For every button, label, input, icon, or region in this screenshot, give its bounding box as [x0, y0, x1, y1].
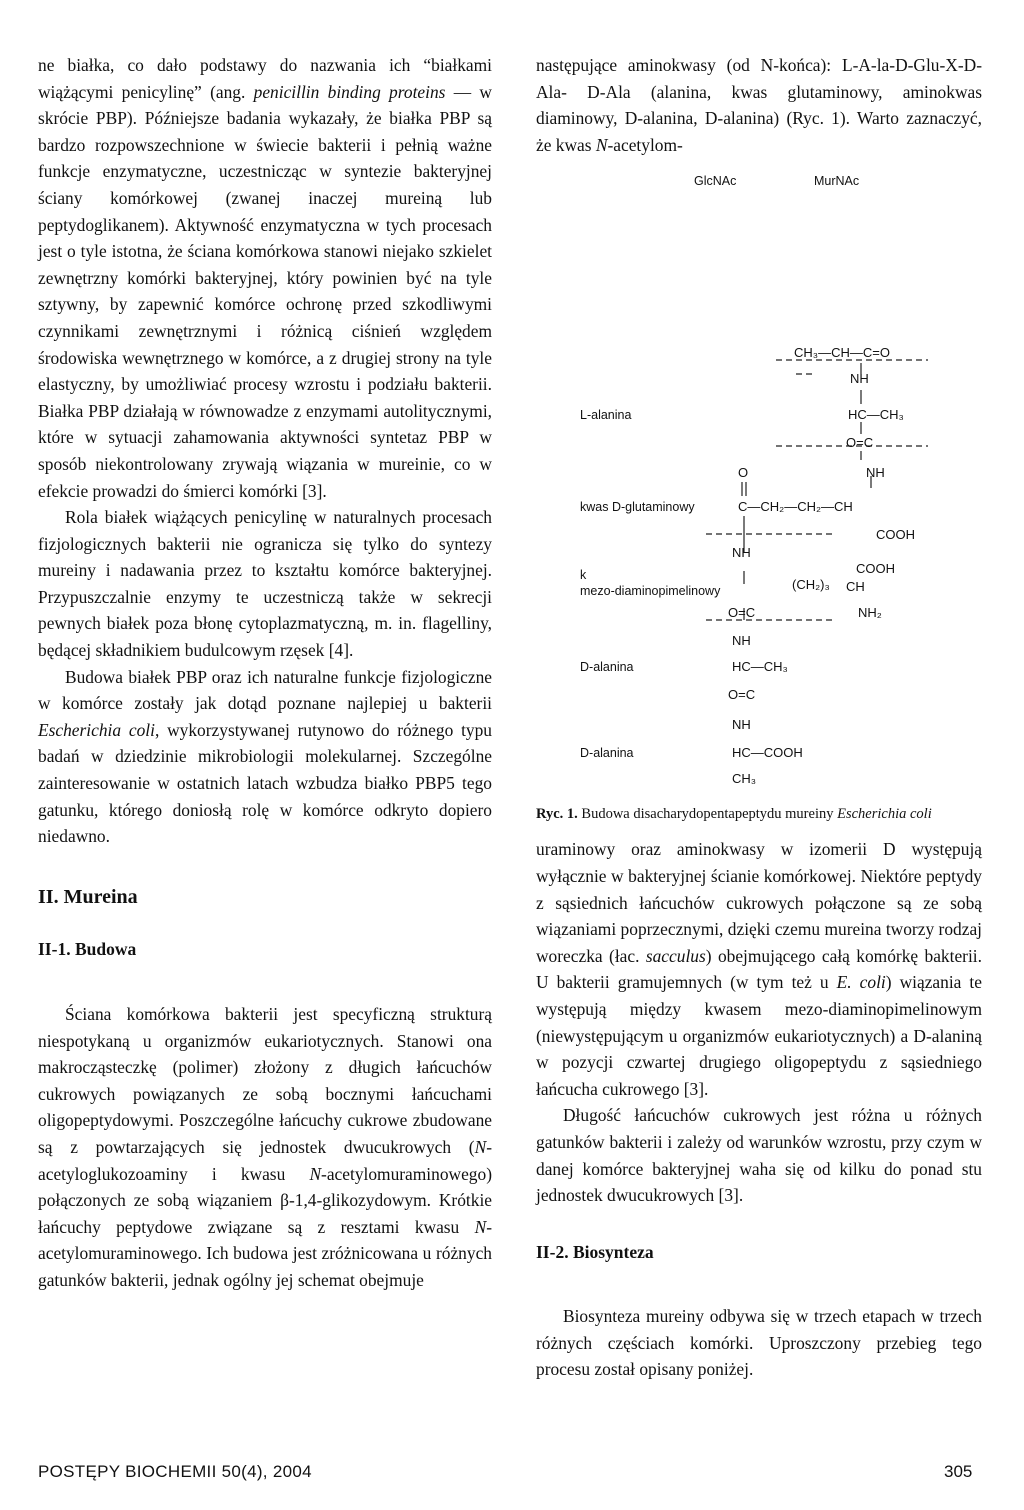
chem-hc-cooh: HC—COOH: [732, 745, 803, 761]
paragraph: ne białka, co dało podstawy do nazwania ich “białkami wiążącymi penicylinę” (ang. penicillin binding proteins — w skrócie PBP). Późniejsze badania wykazały, że białka PBP są bardzo rozpowszechnione w świecie bakterii i pełnią ważne funkcje enzymatyczne, uczestnicząc w syntezie bakteryjnej ściany komórkowej (zwanej inaczej mureiną lub peptydoglikanem). Aktywność enzymatyczna w tych procesach jest o tyle istotna, że ściana komórkowa stanowi niejako szkielet zewnętrzny komórki bakteryjnej, który powinien być na tyle sztywny, by zapewnić komórce ochronę przed szkodliwymi czynnikami zewnętrznymi i różnicą ciśnień względem środowiska wewnętrznego w komórce, a z drugiej strony na tyle elastyczny, by umożliwiać procesy wzrostu i podziału bakterii. Białka PBP działają w równowadze z enzymami autolitycznymi, które w sytuacji zahamowania aktywności syntetaz PBP w sposób niekontrolowany zrywają wiązania w mureinie, co w efekcie prowadzi do śmierci komórki [3].: [38, 55, 492, 501]
left-column: [38, 52, 492, 1294]
chem-ch3: CH₃: [732, 771, 757, 787]
chem-nh-4: NH: [732, 717, 751, 733]
chem-nh-3: NH: [732, 633, 751, 649]
chem-hc-ch3: HC—CH₃: [848, 407, 904, 423]
chem-dap-nh2: NH₂: [858, 605, 882, 621]
label-kwas-d-glutaminowy: kwas D-glutaminowy: [580, 500, 695, 515]
chem-nh: NH: [850, 371, 869, 387]
chem-oc-2: O=C: [728, 605, 756, 621]
chem-nh-2: NH: [866, 465, 885, 481]
label-glcnac: GlcNAc: [694, 174, 737, 189]
label-d-alanina-2: D-alanina: [580, 746, 634, 761]
chem-oc-3: O=C: [728, 687, 756, 703]
subsection-heading: II-1. Budowa: [38, 939, 137, 960]
paragraph: Biosynteza mureiny odbywa się w trzech etapach w trzech różnych częściach komórki. Uproszczony przebieg tego procesu został opisany poniżej.: [536, 1306, 982, 1380]
chem-cooh: COOH: [876, 527, 915, 543]
chem-top: CH₃—CH—C=O: [794, 345, 890, 361]
chem-dap-cooh: COOH: [856, 561, 895, 577]
right-column: [536, 52, 982, 1383]
chem-o: O: [738, 465, 749, 481]
chem-dap-nh: NH: [732, 545, 751, 561]
label-murnac: MurNAc: [814, 174, 860, 189]
chem-glu-chain: C—CH₂—CH₂—CH: [738, 499, 853, 515]
chem-hc-ch3-2: HC—CH₃: [732, 659, 788, 675]
section-heading: II. Mureina: [38, 885, 138, 908]
journal-footer: POSTĘPY BIOCHEMII 50(4), 2004: [38, 1462, 312, 1481]
figure-murein-structure: [536, 164, 982, 634]
subsection-heading: II-2. Biosynteza: [536, 1241, 654, 1262]
figure-lines: [536, 164, 982, 634]
paragraph: uraminowy oraz aminokwasy w izomerii D występują wyłącznie w bakteryjnej ścianie komórkowej. Niektóre peptydy z sąsiednich łańcuchów cukrowych połączone są ze sobą wiązaniami poprzecznymi, dzięki czemu mureina tworzy rodzaj woreczka (łac. sacculus) obejmującego całą komórkę bakterii. U bakterii gramujemnych (w tym też u E. coli) wiązania te występują między kwasem mezo-diaminopimelinowym (niewystępującym u organizmów eukariotycznych) a D-alaniną w pozycji czwartej drugiego oligopeptydu z sąsiedniego łańcucha cukrowego [3].: [536, 839, 982, 1099]
page-number: 305: [944, 1462, 973, 1481]
paragraph: Budowa białek PBP oraz ich naturalne funkcje fizjologiczne w komórce zostały jak dotąd poznane najlepiej u bakterii Escherichia coli, wykorzystywanej rutynowo do różnego typu badań w dziedzinie mikrobiologii molekularnej. Szczególne zainteresowanie w ostatnich latach wzbudza białko PBP5 tego gatunku, którego doniosłą rolę w komórce odkryto dopiero niedawno.: [38, 666, 492, 847]
label-k: k: [580, 568, 587, 583]
label-mezo-diaminopimelinowy: mezo-diaminopimelinowy: [580, 584, 721, 599]
figure-caption: Ryc. 1. Budowa disacharydopentapeptydu mureiny Escherichia coli: [536, 806, 932, 823]
paragraph: następujące aminokwasy (od N-końca): L-A-la-D-Glu-X-D-Ala- D-Ala (alanina, kwas glutaminowy, aminokwas diaminowy, D-alanina, D-alanina) (Ryc. 1). Warto zaznaczyć, że kwas N-acetylom-: [536, 55, 982, 155]
chem-dap-ch: CH: [846, 579, 865, 595]
paragraph: Ściana komórkowa bakterii jest specyficzną strukturą niespotykaną u organizmów eukariotycznych. Stanowi ona makrocząsteczkę (polimer) złożony z długich łańcuchów cukrowych powiązanych ze sobą bocznymi łańcuchami oligopeptydowymi. Poszczególne łańcuchy cukrowe zbudowane są z powtarzających się jednostek dwucukrowych (N-acetyloglukozoaminy i kwasu N-acetylomuraminowego) połączonych ze sobą wiązaniem β-1,4-glikozydowym. Krótkie łańcuchy peptydowe związane są z resztami kwasu N-acetylomuraminowego. Ich budowa jest zróżnicowana u różnych gatunków bakterii, jednak ogólny jej schemat obejmuje: [38, 1004, 492, 1290]
label-l-alanina: L-alanina: [580, 408, 632, 423]
chem-oc: O=C: [846, 435, 874, 451]
label-d-alanina-1: D-alanina: [580, 660, 634, 675]
chem-dap-ch2: (CH₂)₃: [792, 577, 830, 593]
paragraph: Rola białek wiążących penicylinę w naturalnych procesach fizjologicznych bakterii nie ogranicza się tylko do syntezy mureiny i nadawania przez to kształtu komórce bakteryjnej. Przypuszczalnie enzymy te uczestniczą także w sekrecji pewnych białek poza błonę cytoplazmatyczną, m. in. flagelliny, będącej składnikiem budulcowym rzęsek [4].: [38, 507, 492, 661]
paragraph: Długość łańcuchów cukrowych jest różna u różnych gatunków bakterii i zależy od warunków wzrostu, przy czym w danej komórce bakteryjnej waha się od kilku do ponad stu jednostek dwucukrowych [3].: [536, 1105, 982, 1206]
